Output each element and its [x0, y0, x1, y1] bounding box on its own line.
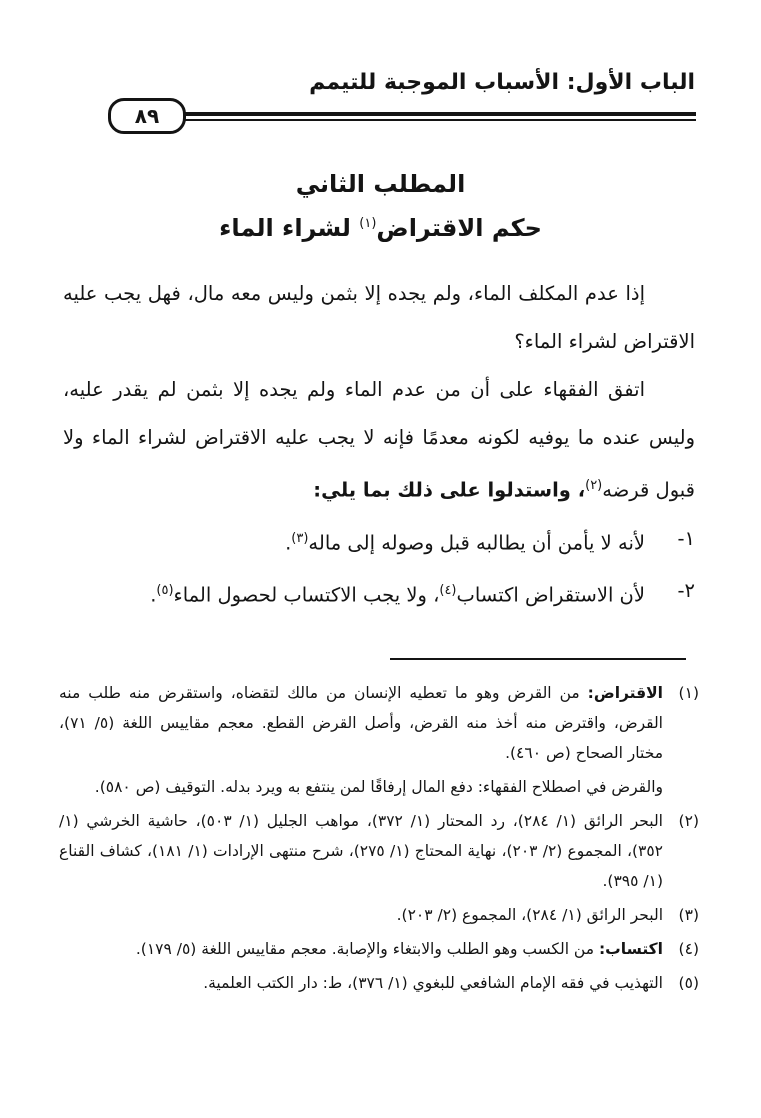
list-item-text-b: ، ولا يجب الاكتساب لحصول الماء: [173, 583, 440, 607]
footnote-term: اكتساب:: [598, 940, 663, 958]
footnote-4: [59, 934, 699, 964]
footnote-number: (٥): [678, 974, 699, 992]
list-item-text-a: لأن الاستقراض اكتساب: [456, 583, 645, 607]
footnote-number: (٣): [678, 906, 699, 924]
header-rule-thin: [176, 119, 696, 121]
footnote-1: [59, 678, 699, 768]
section-title: [0, 214, 761, 242]
list-item-end: .: [150, 583, 157, 607]
footnote-ref-3: (٣): [291, 530, 309, 546]
footnote-2: [59, 806, 699, 896]
footnote-1-continuation: والقرض في اصطلاح الفقهاء: دفع المال إرفاقًا لمن ينتفع به ويرد بدله. التوقيف (ص ٥٨٠).: [94, 778, 663, 796]
footnote-5: [59, 968, 699, 998]
footnote-number: (١): [678, 684, 699, 702]
paragraph-question: إذا عدم المكلف الماء، ولم يجده إلا بثمن وليس معه مال، فهل يجب عليه الاقتراض لشراء الماء؟: [63, 282, 695, 353]
footnote-text: التهذيب في فقه الإمام الشافعي للبغوي (١/ ٣٧٦)، ط: دار الكتب العلمية.: [203, 974, 663, 992]
paragraph-ruling-text: اتفق الفقهاء على أن من عدم الماء ولم يجده إلا بثمن لم يقدر عليه، وليس عنده ما يوفيه لكونه معدمًا فإنه لا يجب عليه الاقتراض لشراء الماء ولا قبول قرضه: [63, 378, 695, 502]
footnote-number: (٤): [678, 940, 699, 958]
footnote-ref-4: (٤): [439, 583, 457, 598]
footnote-text: من الكسب وهو الطلب والابتغاء والإصابة. معجم مقاييس اللغة (٥/ ١٧٩).: [135, 940, 599, 958]
footnote-ref-5: (٥): [156, 583, 174, 598]
list-item-end: .: [285, 531, 292, 554]
page-number: [108, 98, 186, 134]
list-number: ١-: [677, 526, 695, 550]
footnote-text: البحر الرائق (١/ ٢٨٤)، رد المحتار (١/ ٣٧٢)، مواهب الجليل (١/ ٥٠٣)، حاشية الخرشي (١/ ٣٥٢)، المجموع (٢/ ٢٠٣)، نهاية المحتاج (١/ ٢٧٥)، شرح منتهى الإرادات (١/ ١٨١)، كشاف القناع (١/ ٣٩٥).: [59, 812, 664, 890]
footnote-number: (٢): [678, 812, 699, 830]
running-head: الباب الأول: الأسباب الموجبة للتيمم: [309, 70, 695, 95]
section-subtitle: المطلب الثاني: [295, 170, 466, 198]
list-item-text: لأنه لا يأمن أن يطالبه قبل وصوله إلى ماله: [308, 531, 645, 554]
paragraph-ruling-tail: ، واستدلوا على ذلك بما يلي:: [313, 478, 586, 502]
page-number-text: ٨٩: [134, 104, 160, 128]
footnote-separator: [390, 658, 686, 660]
footnote-3: [59, 900, 699, 930]
list-item: [63, 567, 695, 620]
list-item: [63, 515, 695, 568]
body-text: [63, 270, 695, 620]
footnote-term: الاقتراض:: [587, 684, 663, 702]
header-rule-thick: [176, 112, 696, 116]
footnote-ref-1: (١): [359, 216, 377, 231]
list-number: ٢-: [677, 579, 695, 602]
title-part-2: لشراء الماء: [219, 214, 360, 242]
footnote-ref-2: (٢): [585, 478, 603, 493]
title-part-1: حكم الاقتراض: [376, 214, 542, 242]
footnote-text: من القرض وهو ما تعطيه الإنسان من مالك لتقضاه، واستقرض منه طلب منه القرض، واقترض منه أخذ منه القرض، وأصل القرض القطع. معجم مقاييس اللغة (٥/ ٧١)، مختار الصحاح (ص ٤٦٠).: [59, 684, 663, 762]
footnote-text: البحر الرائق (١/ ٢٨٤)، المجموع (٢/ ٢٠٣).: [396, 906, 663, 924]
footnotes: [59, 678, 699, 1002]
paragraph-ruling: [63, 366, 695, 515]
